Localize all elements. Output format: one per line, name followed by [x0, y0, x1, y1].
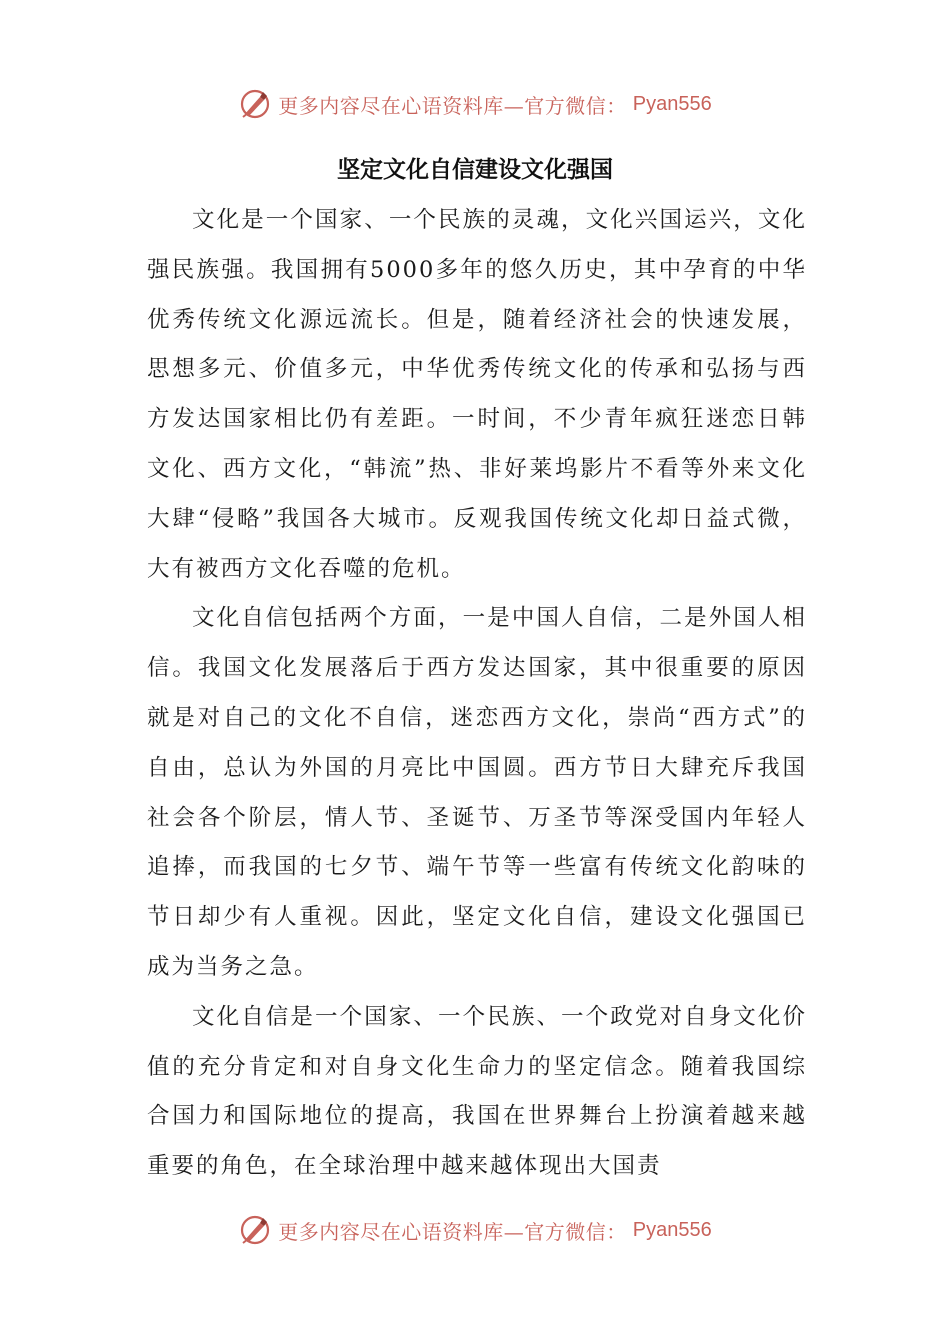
- pen-circle-logo-icon: [238, 87, 272, 121]
- paragraph: 文化自信是一个国家、一个民族、一个政党对自身文化价值的充分肯定和对自身文化生命力的坚定信念。随着我国综合国力和国际地位的提高，我国在世界舞台上扮演着越来越重要的角色，在全球治理中越来越体现出大国责: [147, 1003, 807, 1180]
- paragraph: 文化自信包括两个方面，一是中国人自信，二是外国人相信。我国文化发展落后于西方发达国家，其中很重要的原因就是对自己的文化不自信，迷恋西方文化，崇尚“西方式”的自由，总认为外国的月亮比中国圆。西方节日大肆充斥我国社会各个阶层，情人节、圣诞节、万圣节等深受国内年轻人追捧，而我国的七夕节、端午节等一些富有传统文化韵味的节日却少有人重视。因此，坚定文化自信，建设文化强国已成为当务之急。: [147, 605, 807, 980]
- document-title: 坚定文化自信建设文化强国: [337, 157, 613, 183]
- watermark-text: 更多内容尽在心语资料库—官方微信：: [278, 93, 627, 118]
- document-body: [147, 196, 807, 1192]
- watermark-wechat-id: Pyan556: [632, 1218, 712, 1241]
- header-watermark: [0, 82, 950, 126]
- footer-watermark: [0, 1208, 950, 1252]
- watermark-wechat-id: Pyan556: [632, 92, 712, 115]
- pen-circle-logo-icon: [238, 1213, 272, 1247]
- watermark-text: 更多内容尽在心语资料库—官方微信：: [278, 1219, 627, 1244]
- paragraph: 文化是一个国家、一个民族的灵魂，文化兴国运兴，文化强民族强。我国拥有5000多年的悠久历史，其中孕育的中华优秀传统文化源远流长。但是，随着经济社会的快速发展，思想多元、价值多元，中华优秀传统文化的传承和弘扬与西方发达国家相比仍有差距。一时间，不少青年疯狂迷恋日韩文化、西方文化，“韩流”热、非好莱坞影片不看等外来文化大肆“侵略”我国各大城市。反观我国传统文化却日益式微，大有被西方文化吞噬的危机。: [147, 207, 807, 582]
